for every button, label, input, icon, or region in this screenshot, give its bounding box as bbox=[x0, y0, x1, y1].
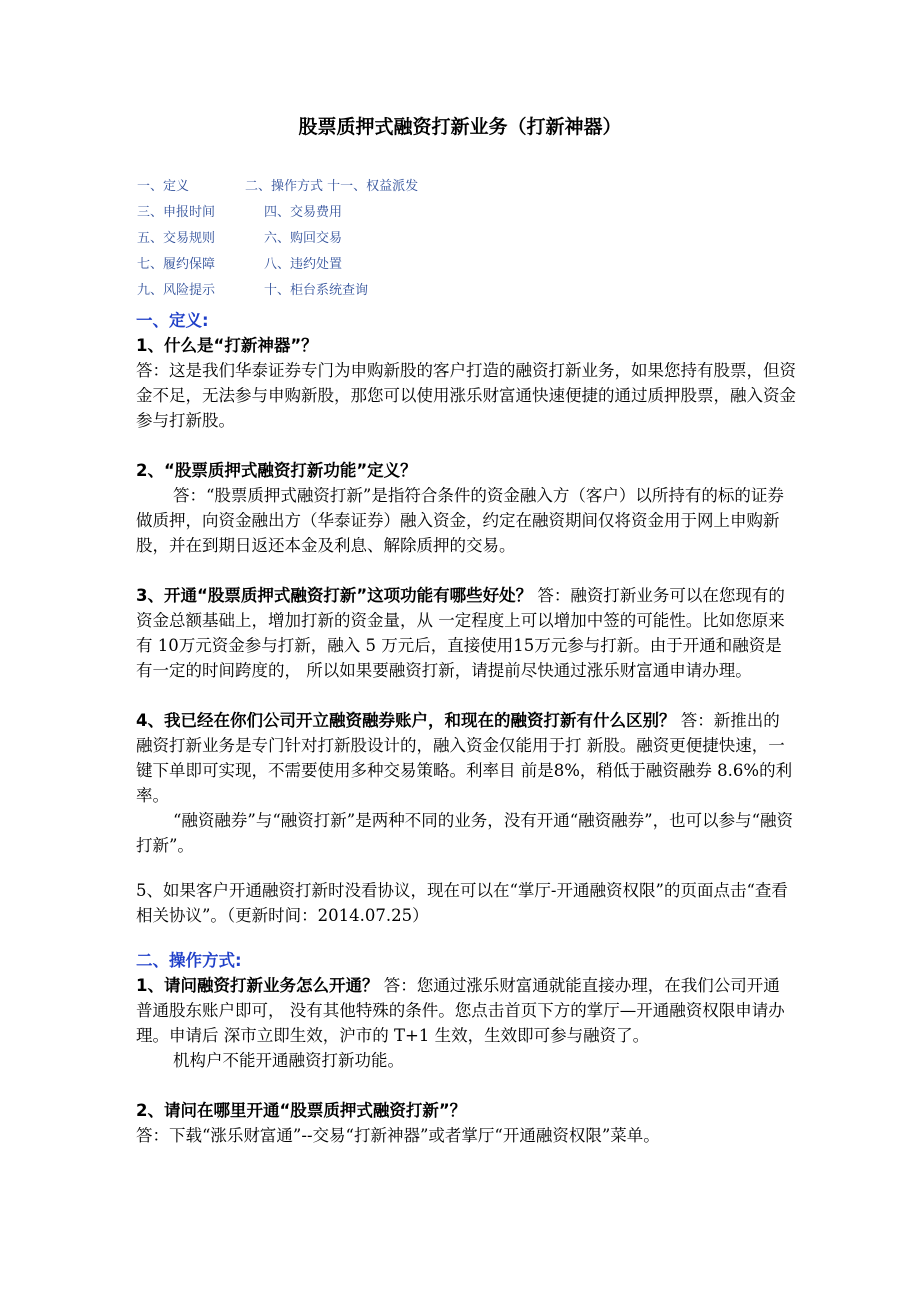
section-heading-definition: 一、定义: bbox=[136, 311, 209, 330]
question-heading: 3、开通“股票质押式融资打新”这项功能有哪些好处？ bbox=[136, 586, 533, 605]
answer-paragraph: 机构户不能开通融资打新功能。 bbox=[173, 1051, 404, 1070]
toc-link-repurchase[interactable]: 六、购回交易 bbox=[264, 231, 343, 246]
document-body bbox=[136, 308, 796, 1148]
answer-text: 答：新推出的融资打新业务是专门针对打新股设计的，融入资金仅能用于打 新股。融资更便捷快速，一键下单即可实现，不需要使用多种交易策略。利率目 前是8%，稍低于融资融券 8.6%的利率。 bbox=[136, 711, 793, 805]
toc-link-guarantee[interactable]: 七、履约保障 bbox=[137, 257, 216, 272]
toc-link-counter-query[interactable]: 十、柜台系统查询 bbox=[264, 283, 369, 298]
section-heading-operation: 二、操作方式: bbox=[136, 951, 242, 970]
qa-paragraph bbox=[136, 973, 796, 1048]
toc-link-fees[interactable]: 四、交易费用 bbox=[264, 205, 343, 220]
question-heading: 2、请问在哪里开通“股票质押式融资打新”？ bbox=[136, 1101, 467, 1120]
answer-paragraph: “融资融券”与“融资打新”是两种不同的业务，没有开通“融资融券”，也可以参与“融资打新”。 bbox=[136, 811, 794, 855]
page-title: 股票质押式融资打新业务（打新神器） bbox=[298, 116, 622, 138]
answer-text: 答：您通过涨乐财富通就能直接办理，在我们公司开通普通股东账户即可， 没有其他特殊的条件。您点击首页下方的掌厅—开通融资权限申请办理。申请后 深市立即生效，沪市的 T+1 生效，生效即可参与融资了。 bbox=[136, 976, 785, 1045]
question-heading: 1、什么是“打新神器”？ bbox=[136, 336, 318, 355]
question-heading: 4、我已经在你们公司开立融资融券账户，和现在的融资打新有什么区别？ bbox=[136, 711, 676, 730]
toc-link-operation[interactable]: 二、操作方式 十一、权益派发 bbox=[245, 179, 419, 194]
toc-link-default[interactable]: 八、违约处置 bbox=[264, 257, 343, 272]
note-paragraph: 5、如果客户开通融资打新时没看协议，现在可以在“掌厅-开通融资权限”的页面点击“查看相关协议”。（更新时间：2014.07.25） bbox=[136, 881, 788, 925]
toc-link-risk[interactable]: 九、风险提示 bbox=[137, 283, 216, 298]
answer-paragraph: 答：“股票质押式融资打新”是指符合条件的资金融入方（客户）以所持有的标的证券做质押，向资金融出方（华泰证券）融入资金，约定在融资期间仅将资金用于网上申购新股，并在到期日返还本金及利息、解除质押的交易。 bbox=[136, 486, 784, 555]
question-heading: 2、“股票质押式融资打新功能”定义？ bbox=[136, 461, 417, 480]
answer-paragraph: 答：这是我们华泰证券专门为申购新股的客户打造的融资打新业务，如果您持有股票，但资金不足，无法参与申购新股，那您可以使用涨乐财富通快速便捷的通过质押股票，融入资金参与打新股。 bbox=[136, 361, 796, 430]
toc-link-declare-time[interactable]: 三、申报时间 bbox=[137, 205, 216, 220]
answer-paragraph: 答：下载“涨乐财富通”--交易“打新神器”或者掌厅“开通融资权限”菜单。 bbox=[136, 1126, 660, 1145]
qa-paragraph bbox=[136, 708, 796, 808]
qa-paragraph bbox=[136, 583, 796, 683]
question-heading: 1、请问融资打新业务怎么开通？ bbox=[136, 976, 379, 995]
toc-link-definition[interactable]: 一、定义 bbox=[137, 179, 190, 194]
answer-text: 答：融资打新业务可以在您现有的资金总额基础上，增加打新的资金量，从 一定程度上可以增加中签的可能性。比如您原来有 10万元资金参与打新，融入 5 万元后，直接使用15万元参与打新。由于开通和融资是有一定的时间跨度的， 所以如果要融资打新，请提前尽快通过涨乐财富通申请办理。 bbox=[136, 586, 785, 680]
toc-link-rules[interactable]: 五、交易规则 bbox=[137, 231, 216, 246]
table-of-contents bbox=[137, 175, 557, 298]
